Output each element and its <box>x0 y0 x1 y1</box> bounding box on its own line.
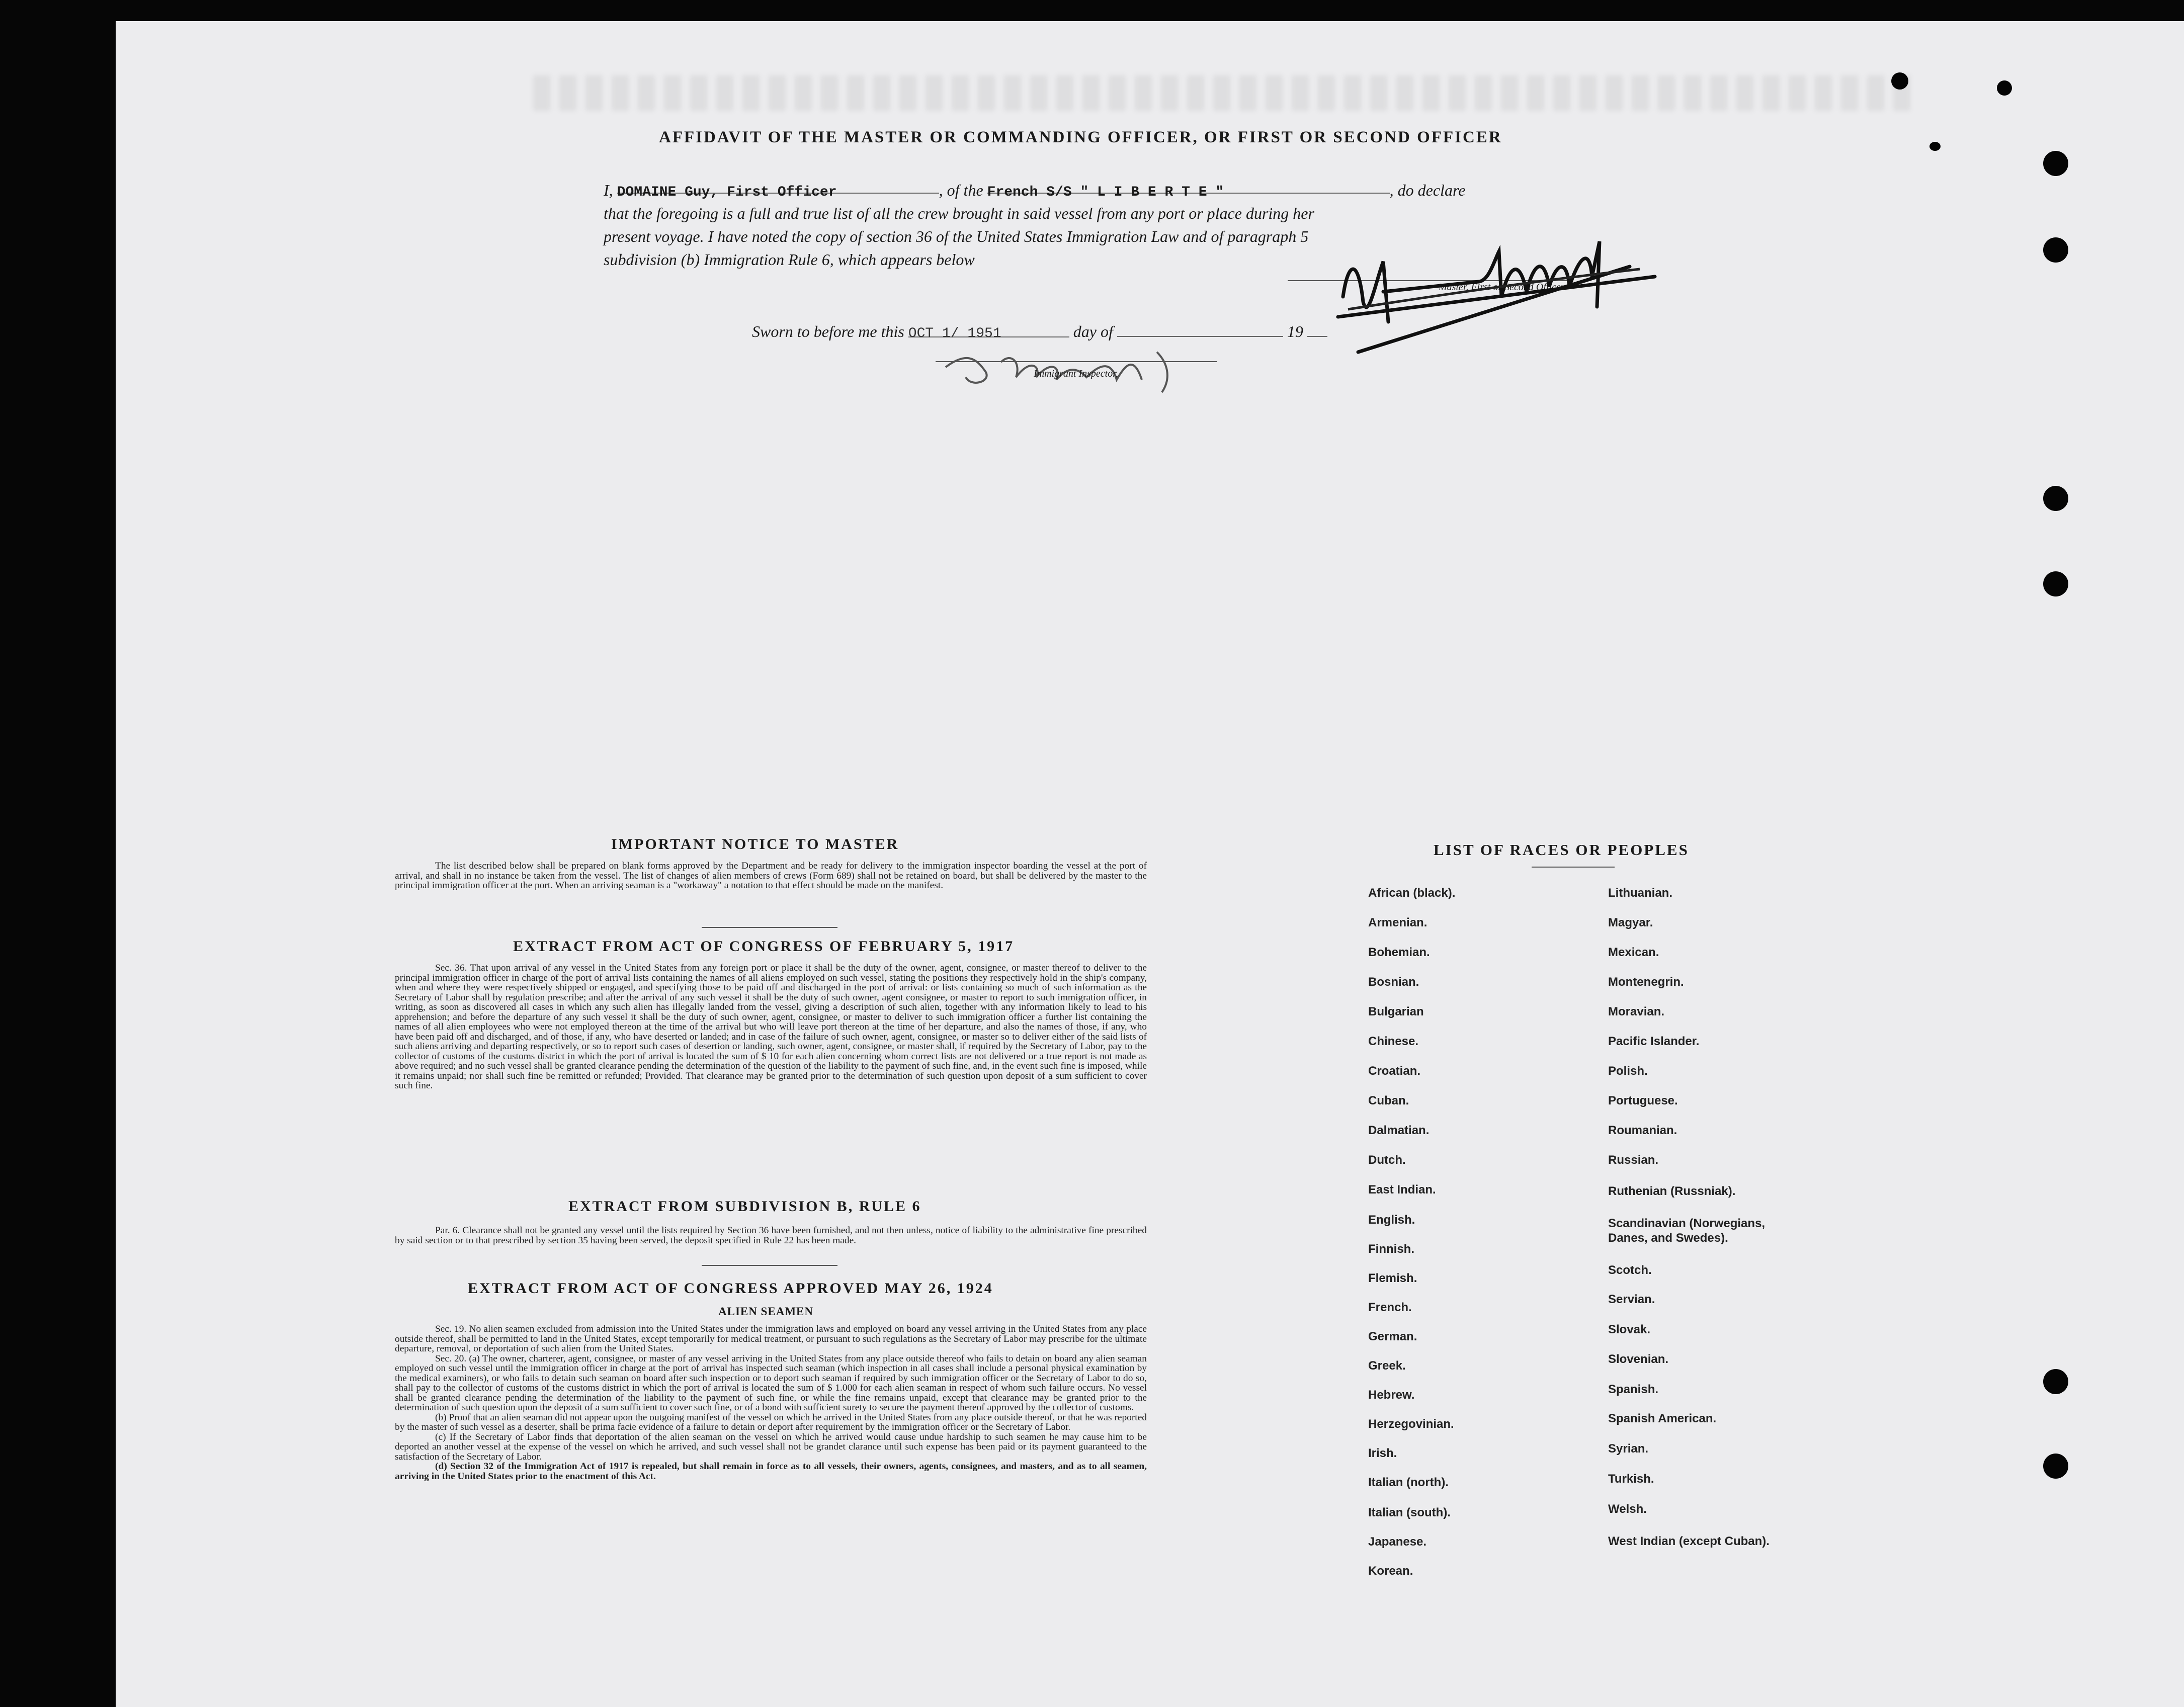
race-item: East Indian. <box>1368 1183 1436 1197</box>
sec20c-text: (c) If the Secretary of Labor finds that deportation of the alien seaman on the vessel on which he arrived would cause undue hardship to such seamen he may cause him to be deported an another vessel at the expense of the vessel on which he arrived, and such vessel shall not be grandet clarance until such expense has been paid or its payment guaranteed to the satisfaction of the Secretary of Labor. <box>395 1431 1147 1462</box>
race-item: Croatian. <box>1368 1064 1421 1078</box>
race-item: West Indian (except Cuban). <box>1608 1534 1770 1548</box>
sec20a-text: Sec. 20. (a) The owner, charterer, agent, consignee, or master of any vessel arriving in the United States from any place outside thereof who fails to detain on board any alien seaman employed on such vessel until the immigration officer in charge at the port of arrival has inspected such seaman (which inspection in all cases shall include a personal physical examination by the medical examiners), or who fails to detain such seaman on board after such inspection or to deport such seaman if required by such immigration officer or the Secretary of Labor to do so, shall pay to the collector of customs of the customs district in which the port of arrival is located the sum of $ 1.000 for each alien seaman in respect of whom such failure occurs. No vessel shall be granted clearance pending the determination of the liability to the payment of such fine, or while the fine remains unpaid, except that clearance may be granted prior to the determination of such question upon the deposit of a sum sufficient to cover such fine, or of a bond with sufficient surety to secure the payment thereof approved by the collector of customs. <box>395 1353 1147 1413</box>
extract-1924-body <box>395 1324 1147 1481</box>
sec20b-text: (b) Proof that an alien seaman did not appear upon the outgoing manifest of the vessel on which he arrived in the United States from any place outside thereof, or that he was reported by the master of such vessel as a deserter, shall be prima facie evidence of a failure to detain or deport after requirement by the immigration officer or the Secretary of Labor. <box>395 1412 1147 1432</box>
officer-signature <box>1328 221 1670 367</box>
inspector-signature <box>936 332 1197 397</box>
race-item: Chinese. <box>1368 1035 1419 1048</box>
race-item: Greek. <box>1368 1359 1406 1373</box>
race-item: Mexican. <box>1608 946 1659 959</box>
race-item: Magyar. <box>1608 916 1653 929</box>
race-item: Japanese. <box>1368 1535 1427 1549</box>
notice-text: The list described below shall be prepared on blank forms approved by the Department and be ready for delivery to the immigration inspector boarding the vessel at the port of arrival, and shall in no instance be taken from the vessel. The list of changes of alien members of crews (Form 689) shall not be retained on board, but shall be delivered by the master to the principal immigration officer at the port. When an arriving seaman is a "workaway" a notation to that effect should be made on the manifest. <box>395 861 1147 891</box>
race-item: Flemish. <box>1368 1271 1417 1285</box>
race-item: Spanish American. <box>1608 1412 1717 1425</box>
affidavit-line4: subdivision (b) Immigration Rule 6, which appears below <box>604 250 975 269</box>
vessel-typed: French S/S " L I B E R T E " <box>987 185 1224 200</box>
race-item: Scotch. <box>1608 1263 1652 1277</box>
binder-hole <box>1997 80 2012 96</box>
race-item: Slovak. <box>1608 1323 1651 1336</box>
binder-hole <box>2043 486 2068 511</box>
race-item: Polish. <box>1608 1064 1648 1078</box>
race-item: Lithuanian. <box>1608 886 1672 900</box>
bleed-through-text <box>533 75 1916 111</box>
race-item: Dalmatian. <box>1368 1124 1430 1137</box>
rule6-title: EXTRACT FROM SUBDIVISION B, RULE 6 <box>568 1198 921 1215</box>
race-item: Portuguese. <box>1608 1094 1678 1107</box>
race-item: Hebrew. <box>1368 1388 1415 1402</box>
sec20d-text: (d) Section 32 of the Immigration Act of 1917 is repealed, but shall remain in force as to all vessels, their owners, agents, consignees, and masters, and as to all seamen, arriving in the United States prior to the enactment of this Act. <box>395 1461 1147 1482</box>
race-item: Servian. <box>1608 1293 1655 1306</box>
affidavit-i: I, <box>604 181 613 199</box>
race-item: Spanish. <box>1608 1383 1659 1396</box>
affidavit-title: AFFIDAVIT OF THE MASTER OR COMMANDING OFFICER, OR FIRST OR SECOND OFFICER <box>659 128 1502 146</box>
race-item: Russian. <box>1608 1153 1659 1167</box>
sworn-prefix: Sworn to before me this <box>752 322 904 340</box>
vessel-field <box>987 179 1390 200</box>
race-item: French. <box>1368 1301 1412 1314</box>
race-item: Roumanian. <box>1608 1124 1677 1137</box>
race-item: African (black). <box>1368 886 1456 900</box>
binder-hole <box>2043 237 2068 263</box>
affidavit-declare: , do declare <box>1389 181 1466 199</box>
race-item: Armenian. <box>1368 916 1427 929</box>
notice-body <box>395 861 1147 891</box>
sec36-text: Sec. 36. That upon arrival of any vessel in the United States from any foreign port or place it shall be the duty of the owner, agent, consignee, or master thereof to deliver to the principal immigration officer in charge of the port of arrival lists containing the names of all aliens employed on such vessel, stating the positions they respectively hold in the ship's company, when and where they were respectively shipped or engaged, and specifying those to be paid off and discharged in the port of arrival: or lists containing so much of such information as the Secretary of Labor shall by regulation prescribe; and after the arrival of any such vessel it shall be the duty of such owner, agent consignee, or master to report to such immigration officer, in writing, as soon as discovered all cases in which any such alien has illegally landed from the vessel, giving a description of such alien, together with any information likely to lead to his apprehension; and before the departure of any such vessel it shall be the duty of such owner, agent, consignee, or master to deliver to such immigration officer a further list containing the names of all alien employees who were not employed thereon at the time of the arrival but who will leave port thereon at the time of her departure, and also the names of those, if any, who have been paid off and discharged, and of those, if any, who have deserted or landed; and in case of the failure of such owner, agent, consignee, or master so to deliver either of the said lists of such aliens arriving and departing respectively, or so to report such cases of desertion or landing, such owner, agent, consignee, or master shall, if required by the Secretary of Labor, pay to the collector of customs of the customs district in which the port of arrival is located the sum of $ 10 for each alien concerning whom correct lists are not delivered or a true report is not made as above required; and no such vessel shall be granted clearance pending the determination of the question of the liability to the payment of such fine, and, in the event such fine is imposed, while it remains unpaid; nor shall such fine be remitted or refunded; Provided. That clearance may be granted prior to the determination of such question upon deposit of a sum sufficient to cover such fine. <box>395 963 1147 1091</box>
race-item: Irish. <box>1368 1446 1397 1460</box>
sworn-day-of: day of <box>1073 322 1113 340</box>
race-item: Syrian. <box>1608 1442 1649 1456</box>
sec19-text: Sec. 19. No alien seamen excluded from admission into the United States under the immigration laws and employed on board any vessel arriving in the United States from any place outside thereof, shall be permitted to land in the United States, except temporarily for medical treatment, or pursuant to such regulations as the Secretary of Labor may prescribe for the ultimate departure, removal, or deportation of such alien from the United States. <box>395 1324 1147 1354</box>
notice-title: IMPORTANT NOTICE TO MASTER <box>611 836 899 852</box>
race-item: Bulgarian <box>1368 1005 1424 1018</box>
binder-hole <box>2043 151 2068 176</box>
par6-text: Par. 6. Clearance shall not be granted any vessel until the lists required by Section 36 have been furnished, and not then unless, notice of liability to the administrative fine prescribed by said section or to that prescribed by section 35 having been served, the deposit specified in Rule 22 has been made. <box>395 1225 1147 1246</box>
race-item: Slovenian. <box>1608 1352 1669 1366</box>
affidavit-of-the: , of the <box>939 181 983 199</box>
race-item: Finnish. <box>1368 1242 1414 1256</box>
binder-hole <box>2043 1369 2068 1394</box>
date-stamp: OCT 1/ 1951 <box>908 326 1001 342</box>
race-item: Ruthenian (Russniak). <box>1608 1184 1736 1198</box>
race-item: Dutch. <box>1368 1153 1406 1167</box>
race-item: Bosnian. <box>1368 975 1419 989</box>
race-item: Italian (north). <box>1368 1476 1449 1489</box>
race-item: Welsh. <box>1608 1502 1647 1516</box>
divider <box>702 1265 837 1266</box>
affidavit-line3: present voyage. I have noted the copy of section 36 of the United States Immigration Law and of paragraph 5 <box>604 227 1309 245</box>
affidavit-line2: that the foregoing is a full and true list of all the crew brought in said vessel from any port or place during her <box>604 204 1314 222</box>
races-title: LIST OF RACES OR PEOPLES <box>1434 841 1689 859</box>
binder-hole <box>2043 571 2068 596</box>
name-typed: DOMAINE Guy, First Officer <box>617 185 837 200</box>
divider <box>702 927 837 928</box>
race-item: English. <box>1368 1213 1415 1227</box>
race-item: Montenegrin. <box>1608 975 1684 989</box>
name-field <box>617 179 939 200</box>
signature-label: Master, First or Second Officer. <box>1439 282 1566 293</box>
ink-speck <box>1929 142 1941 151</box>
extract-1917-body <box>395 963 1147 1091</box>
race-item: Scandinavian (Norwegians, Danes, and Swedes). <box>1608 1217 1766 1245</box>
inspector-label: Immigrant Inspector, <box>1034 368 1118 379</box>
race-item: German. <box>1368 1330 1417 1343</box>
race-item: Korean. <box>1368 1564 1413 1578</box>
divider <box>1532 867 1615 868</box>
race-item: Herzegovinian. <box>1368 1417 1454 1431</box>
race-item: Turkish. <box>1608 1472 1654 1486</box>
sworn-year: 19 <box>1287 322 1303 340</box>
binder-hole <box>2043 1454 2068 1479</box>
extract-1924-title: EXTRACT FROM ACT OF CONGRESS APPROVED MAY 26, 1924 <box>468 1280 993 1297</box>
sworn-year-field <box>1307 322 1327 337</box>
race-item: Cuban. <box>1368 1094 1409 1107</box>
race-item: Pacific Islander. <box>1608 1035 1700 1048</box>
alien-seamen-subtitle: ALIEN SEAMEN <box>718 1305 814 1318</box>
rule6-body <box>395 1226 1147 1245</box>
race-item: Italian (south). <box>1368 1506 1451 1519</box>
extract-1917-title: EXTRACT FROM ACT OF CONGRESS OF FEBRUARY 5, 1917 <box>513 938 1015 955</box>
race-item: Moravian. <box>1608 1005 1665 1018</box>
race-item: Bohemian. <box>1368 946 1430 959</box>
